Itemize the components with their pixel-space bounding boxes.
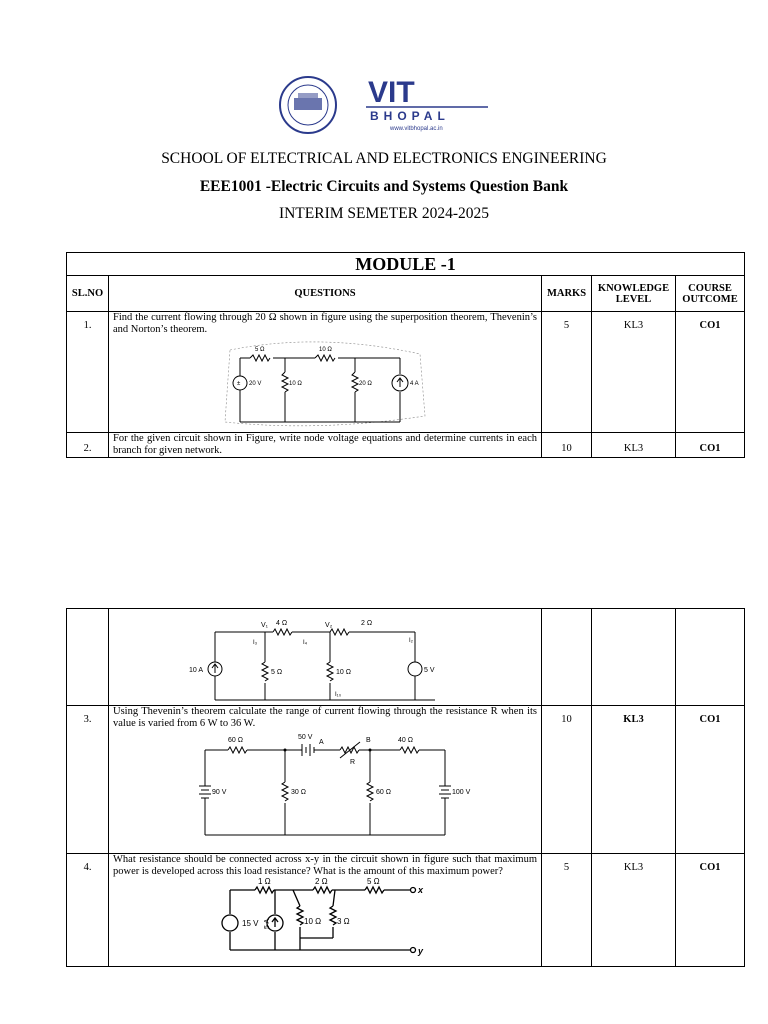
logo-sub: BHOPAL bbox=[370, 109, 450, 123]
question-cell bbox=[109, 854, 542, 967]
institute-seal bbox=[280, 77, 336, 133]
kl-value: KL3 bbox=[592, 706, 676, 854]
fig2-label-r3: 5 Ω bbox=[271, 669, 283, 676]
fig1-label-r1: 5 Ω bbox=[255, 347, 265, 353]
fig3-label-b: B bbox=[366, 737, 371, 744]
kl-value: KL3 bbox=[592, 312, 676, 433]
table-row bbox=[67, 854, 745, 967]
table-row bbox=[67, 609, 745, 706]
col-marks: MARKS bbox=[542, 276, 592, 312]
empty-cell bbox=[67, 609, 109, 706]
fig2-label-i4: I₄ bbox=[303, 640, 308, 646]
fig4-label-r4: 10 Ω bbox=[304, 917, 322, 926]
kl-value: KL3 bbox=[592, 854, 676, 967]
col-slno: SL.NO bbox=[67, 276, 109, 312]
fig3-label-r4: 60 Ω bbox=[376, 789, 391, 796]
fig2-label-r2: 2 Ω bbox=[361, 620, 373, 627]
question-number: 3. bbox=[67, 706, 109, 854]
question-number: 1. bbox=[67, 312, 109, 433]
vit-bhopal-logo bbox=[278, 76, 493, 134]
col-questions: QUESTIONS bbox=[109, 276, 542, 312]
table-row bbox=[67, 433, 745, 458]
fig4-label-r2: 2 Ω bbox=[315, 877, 328, 886]
course-title: EEE1001 -Electric Circuits and Systems Question Bank bbox=[199, 178, 569, 195]
fig2-label-v1: V₁ bbox=[261, 622, 269, 629]
fig3-label-v90: 90 V bbox=[212, 789, 227, 796]
co-value: CO1 bbox=[676, 706, 745, 854]
empty-cell bbox=[676, 609, 745, 706]
fig4-label-r1: 1 Ω bbox=[258, 877, 271, 886]
col-course-outcome: COURSE OUTCOME bbox=[676, 276, 745, 312]
circuit-figure-2 bbox=[189, 612, 445, 704]
co-value: CO1 bbox=[676, 433, 745, 458]
fig2-label-vs: 5 V bbox=[424, 667, 435, 674]
fig3-label-r1: 60 Ω bbox=[228, 737, 243, 744]
fig4-label-is: 5 A bbox=[264, 918, 271, 929]
fig1-label-r3: 10 Ω bbox=[289, 381, 302, 387]
marks-value: 5 bbox=[542, 312, 592, 433]
fig2-label-r1: 4 Ω bbox=[276, 620, 288, 627]
circuit-figure-4 bbox=[215, 878, 435, 962]
question-text: Using Thevenin’s theorem calculate the range of current flowing through the resistance R when its value is varied from 6 W to 36 W. bbox=[113, 706, 537, 729]
fig1-vs-polarity: ± bbox=[237, 381, 241, 387]
semester: INTERIM SEMETER 2024-2025 bbox=[278, 205, 490, 222]
marks-value: 5 bbox=[542, 854, 592, 967]
table-row bbox=[67, 706, 745, 854]
fig3-label-v50: 50 V bbox=[298, 734, 313, 741]
fig4-label-r3: 5 Ω bbox=[367, 877, 380, 886]
fig4-label-y: y bbox=[418, 946, 424, 956]
table-row bbox=[67, 312, 745, 433]
fig3-label-r: R bbox=[350, 759, 356, 766]
col-knowledge-level: KNOWLEDGE LEVEL bbox=[592, 276, 676, 312]
fig2-label-is: 10 A bbox=[189, 667, 204, 674]
fig4-label-r5: 3 Ω bbox=[337, 917, 350, 926]
question-text: Find the current flowing through 20 Ω shown in figure using the superposition theorem, Thevenin’s and Norton’s theorem. bbox=[113, 312, 537, 335]
logo-brand: VIT bbox=[368, 76, 415, 109]
module-title: MODULE -1 bbox=[67, 253, 745, 276]
fig1-label-r2: 10 Ω bbox=[319, 347, 332, 353]
empty-cell bbox=[542, 609, 592, 706]
fig2-label-r4: 10 Ω bbox=[336, 669, 351, 676]
co-value: CO1 bbox=[676, 312, 745, 433]
marks-value: 10 bbox=[542, 706, 592, 854]
school-name: SCHOOL OF ELTECTRICAL AND ELECTRONICS ENGINEERING bbox=[161, 150, 607, 167]
question-cell bbox=[109, 706, 542, 854]
fig1-label-vs: 20 V bbox=[249, 381, 262, 387]
fig4-label-vs: 15 V bbox=[242, 919, 259, 928]
fig3-label-a: A bbox=[319, 739, 324, 746]
co-value: CO1 bbox=[676, 854, 745, 967]
kl-value: KL3 bbox=[592, 433, 676, 458]
fig3-label-r2: 40 Ω bbox=[398, 737, 413, 744]
question-cell bbox=[109, 312, 542, 433]
marks-value: 10 bbox=[542, 433, 592, 458]
fig3-label-r3: 30 Ω bbox=[291, 789, 306, 796]
fig2-label-v2: V₂ bbox=[325, 622, 333, 629]
question-text: For the given circuit shown in Figure, write node voltage equations and determine currents in each branch for given network. bbox=[109, 433, 542, 458]
question-text: What resistance should be connected across x-y in the circuit shown in figure such that maximum power is developed across this load resistance? What is the amount of this maximum power? bbox=[113, 854, 537, 877]
fig2-label-i3: I₃ bbox=[253, 640, 258, 646]
question-table-part1 bbox=[66, 252, 745, 458]
fig4-label-x: x bbox=[418, 885, 424, 895]
question-number: 4. bbox=[67, 854, 109, 967]
question-number: 2. bbox=[67, 433, 109, 458]
fig1-label-is: 4 A bbox=[410, 381, 419, 387]
circuit-figure-3 bbox=[190, 730, 471, 840]
fig3-label-v100: 100 V bbox=[452, 789, 471, 796]
fig1-label-r4: 20 Ω bbox=[359, 381, 372, 387]
figure-cell bbox=[109, 609, 542, 706]
fig2-label-i10: I₁₀ bbox=[335, 692, 342, 698]
fig2-label-i2: I₂ bbox=[409, 638, 413, 644]
question-table-part2 bbox=[66, 608, 745, 967]
empty-cell bbox=[592, 609, 676, 706]
logo-url: www.vitbhopal.ac.in bbox=[390, 126, 443, 132]
circuit-figure-1 bbox=[220, 336, 430, 428]
